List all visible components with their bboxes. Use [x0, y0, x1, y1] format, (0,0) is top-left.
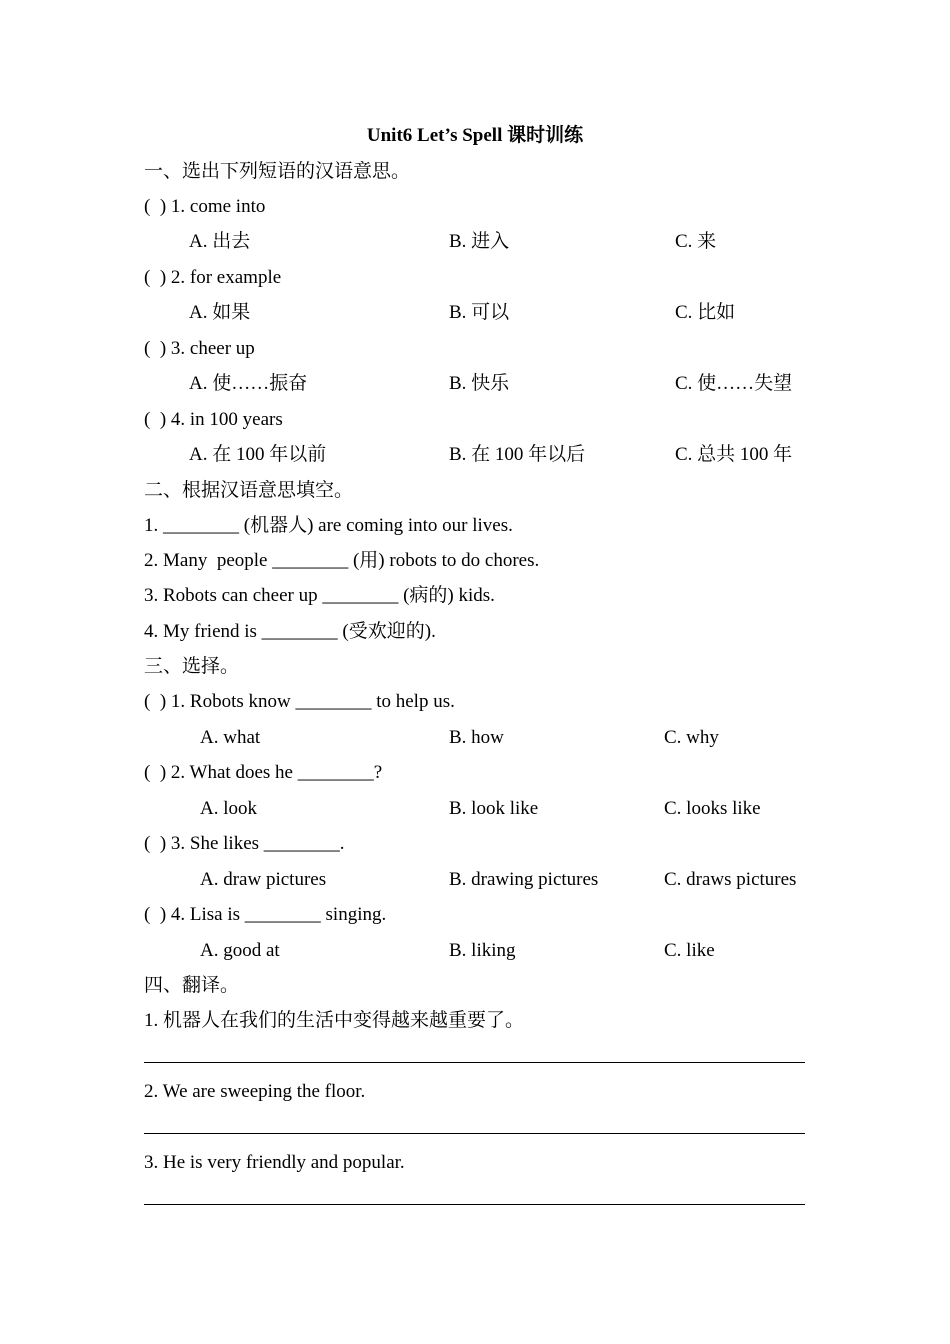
option-a: A. good at — [200, 940, 280, 961]
option-c: C. 总共 100 年 — [675, 444, 793, 465]
option-b: B. 快乐 — [449, 373, 510, 394]
option-c: C. draws pictures — [664, 869, 797, 890]
option-b: B. 在 100 年以后 — [449, 444, 586, 465]
question-stem: ( ) 3. She likes ________. — [144, 833, 345, 854]
option-a: A. look — [200, 798, 257, 819]
option-c: C. 来 — [675, 231, 717, 252]
fill-in-item: 3. Robots can cheer up ________ (病的) kids. — [144, 585, 495, 606]
translation-item: 3. He is very friendly and popular. — [144, 1152, 405, 1173]
option-a: A. 在 100 年以前 — [189, 444, 327, 465]
fill-in-item: 2. Many people ________ (用) robots to do chores. — [144, 550, 540, 571]
option-b: B. look like — [449, 798, 539, 819]
option-a: A. draw pictures — [200, 869, 327, 890]
page-title: Unit6 Let’s Spell 课时训练 — [366, 125, 584, 146]
section-heading-2: 二、根据汉语意思填空。 — [144, 480, 354, 501]
question-stem: ( ) 2. for example — [144, 267, 282, 288]
fill-in-item: 4. My friend is ________ (受欢迎的). — [144, 621, 436, 642]
question-stem: ( ) 1. come into — [144, 196, 266, 217]
translation-item: 1. 机器人在我们的生活中变得越来越重要了。 — [144, 1010, 525, 1031]
fill-in-item: 1. ________ (机器人) are coming into our lives. — [144, 515, 513, 536]
option-c: C. 比如 — [675, 302, 736, 323]
option-c: C. like — [664, 940, 715, 961]
option-b: B. how — [449, 727, 504, 748]
option-c: C. looks like — [664, 798, 761, 819]
option-a: A. 如果 — [189, 302, 251, 323]
answer-line[interactable] — [144, 1204, 805, 1205]
option-b: B. 进入 — [449, 231, 510, 252]
answer-line[interactable] — [144, 1062, 805, 1063]
section-heading-3: 三、选择。 — [144, 656, 240, 677]
question-stem: ( ) 4. Lisa is ________ singing. — [144, 904, 387, 925]
option-a: A. what — [200, 727, 261, 748]
option-c: C. 使……失望 — [675, 373, 793, 394]
section-heading-4: 四、翻译。 — [144, 975, 240, 996]
section-heading-1: 一、选出下列短语的汉语意思。 — [144, 161, 411, 182]
option-c: C. why — [664, 727, 719, 748]
option-b: B. 可以 — [449, 302, 510, 323]
option-a: A. 出去 — [189, 231, 251, 252]
option-b: B. drawing pictures — [449, 869, 599, 890]
question-stem: ( ) 1. Robots know ________ to help us. — [144, 691, 455, 712]
translation-item: 2. We are sweeping the floor. — [144, 1081, 366, 1102]
option-a: A. 使……振奋 — [189, 373, 308, 394]
option-b: B. liking — [449, 940, 516, 961]
question-stem: ( ) 4. in 100 years — [144, 409, 283, 430]
answer-line[interactable] — [144, 1133, 805, 1134]
question-stem: ( ) 3. cheer up — [144, 338, 255, 359]
question-stem: ( ) 2. What does he ________? — [144, 762, 383, 783]
